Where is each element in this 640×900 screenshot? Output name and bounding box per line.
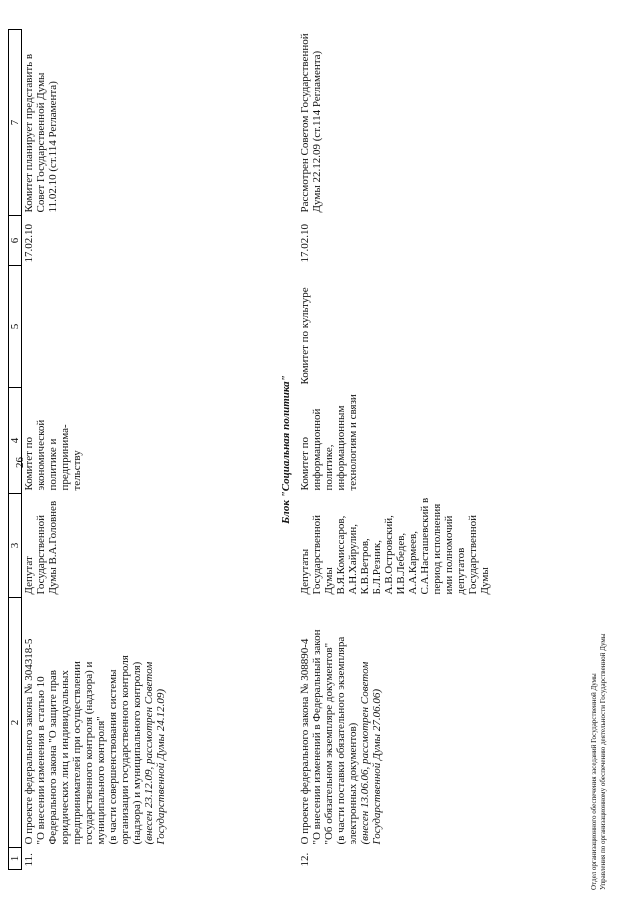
title-line: (в части совершенствования системы	[107, 669, 119, 845]
co-committee	[22, 266, 272, 388]
title-line: государственного контроля (надзора) и	[83, 661, 95, 845]
title-line: "Об обязательном экземпляре документов"	[322, 642, 335, 845]
row-number: 12.	[298, 852, 311, 867]
title-line: юридических лиц и индивидуальных	[59, 670, 71, 845]
bills-table	[8, 29, 492, 870]
block-row	[272, 30, 298, 870]
title-line: О проекте федерального закона № 304318-5	[23, 638, 35, 845]
footer	[590, 634, 608, 890]
block-title: Блок "Социальная политика"	[279, 375, 292, 524]
bill-note: (внесен 13.06.06, рассмотрен Советом Государственной Думы 27.06.06)	[358, 661, 383, 845]
footer-line: Отдел организационного обеспечения заседаний Государственной Думы	[590, 673, 598, 890]
bill-note: (внесен 23.12.09, рассмотрен Советом Государственной Думы 24.12.09)	[143, 661, 167, 845]
bill-title	[22, 598, 272, 848]
title-line: "О внесении изменений в Федеральный закон	[310, 629, 323, 845]
date: 17.02.10	[23, 224, 35, 263]
title-line: О проекте федерального закона № 308890-4	[298, 638, 311, 845]
header-cell: 2	[9, 598, 22, 848]
title-line: предпринимателей при осуществлении	[71, 661, 83, 845]
committee: Комитет по информационной политике, информационным технологиям и связи	[298, 394, 359, 491]
co-committee: Комитет по культуре	[298, 287, 311, 385]
header-cell: 7	[9, 30, 22, 216]
header-cell: 4	[9, 388, 22, 494]
header-cell: 6	[9, 216, 22, 266]
header-cell: 1	[9, 848, 22, 870]
authors: Депутаты Государственной Думы В.Я.Комиссаров, А.Н.Хайрулин, К.В.Ветров, Б.Л.Резник, А.В.Островский, И.В.Лебедев, А.А.Кармеев, С.А.Насташевский в период исполнения ими полномочий депутатов Государственной Думы	[298, 497, 491, 595]
title-line: организации государственного контроля	[119, 655, 131, 845]
title-line: (надзора) и муниципального контроля)	[131, 661, 143, 845]
status: Рассмотрен Советом Государственной Думы 22.12.09 (ст.114 Регламента)	[298, 33, 323, 213]
title-line: "О внесении изменения в статью 10	[35, 676, 47, 845]
title-line: (в части поставки обязательного экземпляра	[334, 636, 347, 845]
table-row	[22, 30, 272, 870]
header-row	[9, 30, 22, 870]
bill-title	[298, 598, 492, 848]
date: 17.02.10	[298, 224, 311, 263]
table-row	[298, 30, 492, 870]
title-line: электронных документов)	[346, 722, 359, 845]
status: Комитет планирует представить в Совет Государственной Думы 11.02.10 (ст.114 Регламента)	[23, 53, 59, 213]
row-number: 11.	[23, 853, 35, 867]
header-cell: 5	[9, 266, 22, 388]
committee: Комитет по экономической политике и предпринима-тельству	[23, 419, 83, 491]
header-cell: 3	[9, 494, 22, 598]
authors: Депутат Государственной Думы В.А.Головнев	[23, 500, 59, 595]
footer-line: Управления по организационному обеспечению деятельности Государственной Думы	[599, 633, 607, 890]
title-line: муниципального контроля"	[95, 716, 107, 845]
page-number: 26	[14, 457, 26, 468]
title-line: Федерального закона "О защите прав	[47, 670, 59, 845]
